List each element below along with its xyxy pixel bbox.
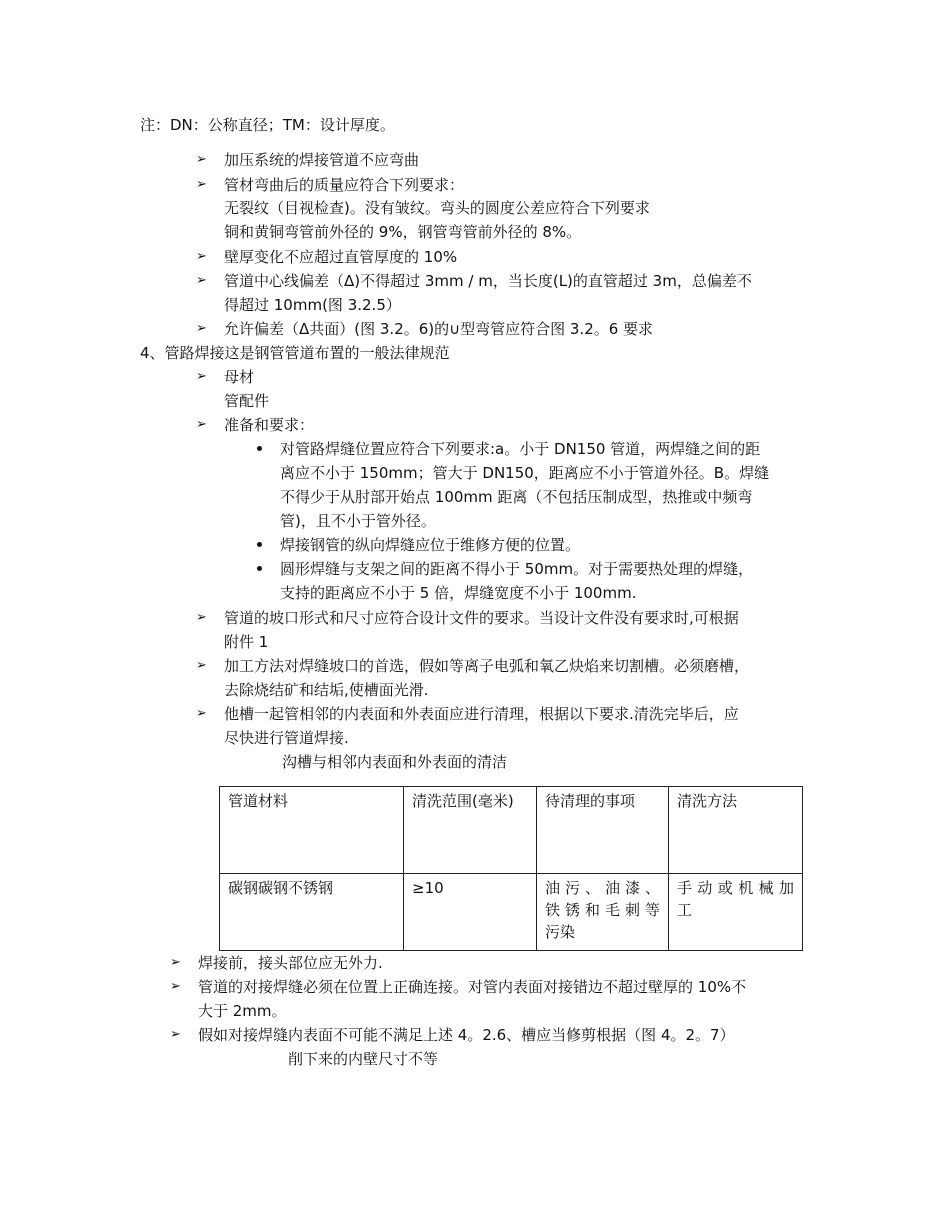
bullet-1-line-2: 离应不小于 150mm；管大于 DN150，距离应不小于管道外径。B。焊缝 [280,464,770,482]
cleaning-table [219,786,803,951]
bend-item-2-sub-1: 无裂纹（目视检查)。没有皱纹。弯头的圆度公差应符合下列要求 [224,199,650,217]
table-header-row [220,787,803,874]
fittings-item: 管配件 [224,392,270,410]
arrow-bullet-icon: ➢ [196,610,207,625]
after-item-1: 焊接前，接头部位应无外力. [198,954,383,972]
table-cell-items [537,874,669,951]
bend-item-4-line-1: 管道中心线偏差（Δ)不得超过 3mm / m，当长度(L)的直管超过 3m，总偏差不 [224,272,752,290]
bend-item-1: 加压系统的焊接管道不应弯曲 [224,151,420,169]
note-line: 注：DN：公称直径；TM：设计厚度。 [140,116,395,134]
bullet-2: 焊接钢管的纵向焊缝应位于维修方便的位置。 [280,536,581,554]
groove-line-1: 他槽一起管相邻的内表面和外表面应进行清理，根据以下要求.清洗完毕后，应 [224,705,739,723]
method-line-2: 去除烧结矿和结垢,使槽面光滑. [224,681,429,699]
table-cell-line: 油污、油漆、 [545,879,660,897]
bend-item-4-line-2: 得超过 10mm(图 3.2.5） [224,296,401,314]
bullet-1-line-4: 管)，且不小于管外径。 [280,512,436,530]
table-header-cell: 待清理的事项 [537,787,669,874]
bevel-line-2: 附件 1 [224,633,269,651]
after-item-3: 假如对接焊缝内表面不可能不满足上述 4。2.6、槽应当修剪根据（图 4。2。7） [198,1026,735,1044]
bend-item-2-sub-2: 铜和黄铜弯管前外径的 9%，钢管弯管前外径的 8%。 [224,223,582,241]
dot-bullet-icon [257,446,262,451]
table-cell-line: 铁锈和毛刺等 [545,901,660,919]
bevel-line-1: 管道的坡口形式和尺寸应符合设计文件的要求。当设计文件没有要求时,可根据 [224,609,739,627]
table-header-cell: 管道材料 [220,787,404,874]
arrow-bullet-icon: ➢ [196,273,207,288]
bend-item-2: 管材弯曲后的质量应符合下列要求： [224,176,465,194]
arrow-bullet-icon: ➢ [196,321,207,336]
bend-item-3: 壁厚变化不应超过直管厚度的 10% [224,248,458,266]
bullet-1-line-1: 对管路焊缝位置应符合下列要求:a。小于 DN150 管道，两焊缝之间的距 [280,440,761,458]
bullet-1-line-3: 不得少于从肘部开始点 100mm 距离（不包括压制成型，热推或中频弯 [280,488,753,506]
table-header-cell: 清洗范围(毫米) [404,787,537,874]
after-item-3-sub: 削下来的内壁尺寸不等 [288,1050,439,1068]
table-header-cell: 清洗方法 [669,787,803,874]
bullet-3-line-1: 圆形焊缝与支架之间的距离不得小于 50mm。对于需要热处理的焊缝， [280,560,754,578]
bend-item-5: 允许偏差（Δ共面）(图 3.2。6)的∪型弯管应符合图 3.2。6 要求 [224,320,654,338]
after-item-2-line-1: 管道的对接焊缝必须在位置上正确连接。对管内表面对接错边不超过壁厚的 10%不 [198,978,747,996]
method-line-1: 加工方法对焊缝坡口的首选，假如等离子电弧和氧乙炔焰来切割槽。必须磨槽， [224,657,750,675]
after-item-2-line-2: 大于 2mm。 [198,1002,287,1020]
table-row [220,874,803,951]
table-cell: 碳钢碳钢不锈钢 [220,874,404,951]
table-cell-method [669,874,803,951]
dot-bullet-icon [257,542,262,547]
arrow-bullet-icon: ➢ [170,979,181,994]
table-cell-line: 工 [677,901,693,919]
arrow-bullet-icon: ➢ [170,955,181,970]
table-caption: 沟槽与相邻内表面和外表面的清洁 [282,753,508,771]
table-cell-line: 手动或机械加 [677,879,794,897]
table-cell-line: 污染 [545,923,576,941]
table-cell: ≥10 [404,874,537,951]
arrow-bullet-icon: ➢ [196,369,207,384]
base-material-item: 母材 [224,368,255,386]
groove-line-2: 尽快进行管道焊接. [224,729,349,747]
arrow-bullet-icon: ➢ [196,177,207,192]
bullet-3-line-2: 支持的距离应不小于 5 倍，焊缝宽度不小于 100mm. [280,584,637,602]
section-4-heading: 4、管路焊接这是钢管管道布置的一般法律规范 [140,344,450,362]
prep-item: 准备和要求： [224,416,315,434]
arrow-bullet-icon: ➢ [196,658,207,673]
arrow-bullet-icon: ➢ [196,417,207,432]
dot-bullet-icon [257,566,262,571]
arrow-bullet-icon: ➢ [170,1027,181,1042]
arrow-bullet-icon: ➢ [196,152,207,167]
arrow-bullet-icon: ➢ [196,249,207,264]
arrow-bullet-icon: ➢ [196,706,207,721]
